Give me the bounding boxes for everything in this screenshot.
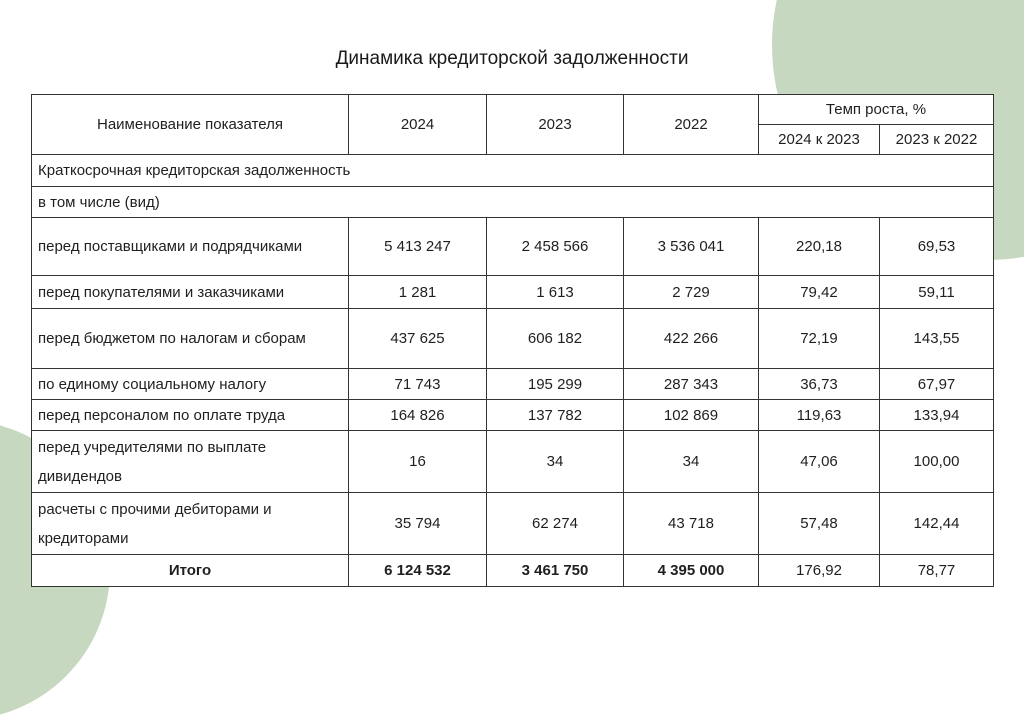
header-indicator-name: Наименование показателя: [32, 95, 349, 155]
total-2023: 3 461 750: [487, 555, 624, 587]
header-growth-2023-vs-2022: 2023 к 2022: [880, 125, 994, 155]
value-2024: 164 826: [349, 400, 487, 431]
header-year-2022: 2022: [624, 95, 759, 155]
growth-2024-vs-2023: 119,63: [759, 400, 880, 431]
value-2022: 3 536 041: [624, 218, 759, 276]
section-row: [32, 155, 994, 187]
growth-2023-vs-2022: 67,97: [880, 369, 994, 400]
table-header-row: [32, 95, 994, 125]
page-title: Динамика кредиторской задолженности: [335, 48, 689, 69]
header-year-2024: 2024: [349, 95, 487, 155]
value-2024: 437 625: [349, 309, 487, 369]
header-year-2023: 2023: [487, 95, 624, 155]
row-name: расчеты с прочими дебиторами и кредиторами: [32, 493, 349, 555]
table-row: [32, 431, 994, 493]
growth-2024-vs-2023: 36,73: [759, 369, 880, 400]
growth-2024-vs-2023: 79,42: [759, 276, 880, 309]
header-growth-2024-vs-2023: 2024 к 2023: [759, 125, 880, 155]
growth-2023-vs-2022: 59,11: [880, 276, 994, 309]
growth-2024-vs-2023: 72,19: [759, 309, 880, 369]
value-2024: 5 413 247: [349, 218, 487, 276]
value-2022: 287 343: [624, 369, 759, 400]
table-row: [32, 400, 994, 431]
value-2022: 34: [624, 431, 759, 493]
growth-2023-vs-2022: 69,53: [880, 218, 994, 276]
value-2023: 1 613: [487, 276, 624, 309]
growth-2023-vs-2022: 142,44: [880, 493, 994, 555]
growth-2024-vs-2023: 57,48: [759, 493, 880, 555]
table-row: [32, 369, 994, 400]
growth-2024-vs-2023: 220,18: [759, 218, 880, 276]
row-name: перед учредителями по выплате дивидендов: [32, 431, 349, 493]
total-label: Итого: [32, 555, 349, 587]
row-name: по единому социальному налогу: [32, 369, 349, 400]
value-2022: 422 266: [624, 309, 759, 369]
row-name: перед бюджетом по налогам и сборам: [32, 309, 349, 369]
value-2024: 35 794: [349, 493, 487, 555]
header-growth-rate: Темп роста, %: [759, 95, 994, 125]
row-name: перед покупателями и заказчиками: [32, 276, 349, 309]
value-2022: 43 718: [624, 493, 759, 555]
total-2022: 4 395 000: [624, 555, 759, 587]
table-row: [32, 218, 994, 276]
table-row: [32, 276, 994, 309]
value-2023: 606 182: [487, 309, 624, 369]
value-2023: 195 299: [487, 369, 624, 400]
table-row: [32, 493, 994, 555]
value-2022: 102 869: [624, 400, 759, 431]
section-label: Краткосрочная кредиторская задолженность: [32, 155, 994, 187]
row-name: перед поставщиками и подрядчиками: [32, 218, 349, 276]
total-row: [32, 555, 994, 587]
value-2023: 2 458 566: [487, 218, 624, 276]
growth-2024-vs-2023: 47,06: [759, 431, 880, 493]
value-2023: 62 274: [487, 493, 624, 555]
value-2024: 16: [349, 431, 487, 493]
value-2024: 71 743: [349, 369, 487, 400]
growth-2023-vs-2022: 133,94: [880, 400, 994, 431]
section-row: [32, 187, 994, 218]
value-2022: 2 729: [624, 276, 759, 309]
value-2024: 1 281: [349, 276, 487, 309]
total-growth-2023-vs-2022: 78,77: [880, 555, 994, 587]
total-2024: 6 124 532: [349, 555, 487, 587]
growth-2023-vs-2022: 100,00: [880, 431, 994, 493]
table-row: [32, 309, 994, 369]
row-name: перед персоналом по оплате труда: [32, 400, 349, 431]
payables-table: [31, 94, 994, 587]
growth-2023-vs-2022: 143,55: [880, 309, 994, 369]
value-2023: 137 782: [487, 400, 624, 431]
value-2023: 34: [487, 431, 624, 493]
total-growth-2024-vs-2023: 176,92: [759, 555, 880, 587]
section-label: в том числе (вид): [32, 187, 994, 218]
